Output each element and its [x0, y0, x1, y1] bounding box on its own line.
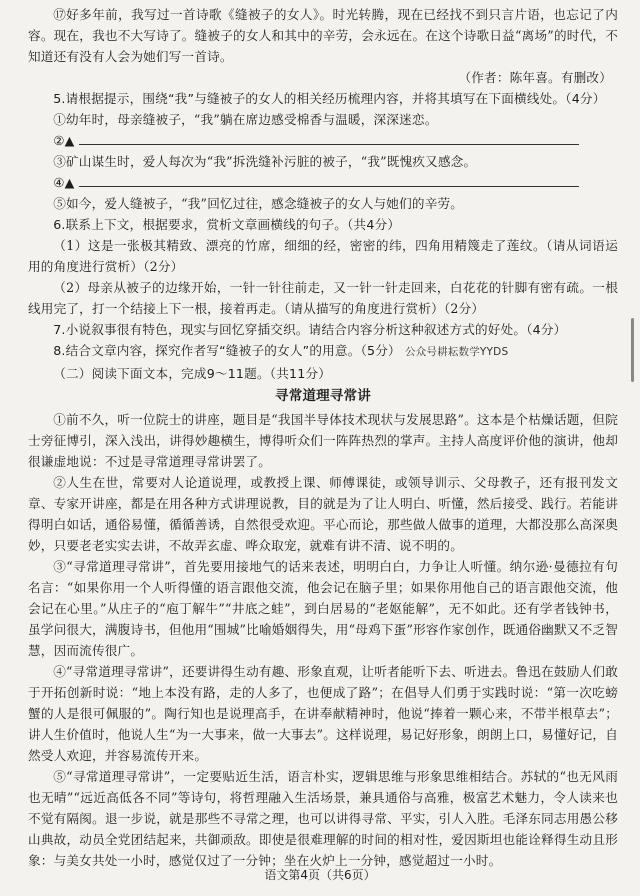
watermark: 公众号耕耘数学YYDS — [405, 346, 509, 358]
question-6-1: （1）这是一张极其精致、漂亮的竹席，细细的经，密密的纬，四角用精篾走了莲纹。（请从词语运用的角度进行赏析）（2分） — [28, 238, 618, 274]
q5-item-4-label: ④▲ — [53, 175, 75, 190]
document-page — [28, 4, 618, 871]
poem-paragraph: ⑰好多年前，我写过一首诗歌《缝被子的女人》。时光转腾，现在已经找不到只言片语，也忘记了内容。现在，我也不大写诗了。缝被子的女人和其中的辛劳，会永远在。在这个诗歌日益“离场”的时代，不知道还有没有人会为她们写一首诗。 — [28, 7, 618, 64]
q5-item-2 — [28, 130, 618, 151]
question-6-2: （2）母亲从被子的边缘开始，一针一针往前走，又一针一针走回来，白花花的针脚有密有疏。一根线用完了，打一个结接上下一根，接着再走。（请从描写的角度进行赏析）（2分） — [28, 280, 618, 316]
answer-blank-4[interactable] — [79, 174, 579, 187]
article-paragraph-3: ③“寻常道理寻常讲”，首先要用接地气的话来表述，明明白白，力争让人听懂。纳尔逊·曼德拉有句名言：“如果你用一个人听得懂的语言跟他交流，他会记在脑子里；如果你用他自己的语言跟他交流，他会记在心里。”从庄子的“庖丁解牛”“井底之蛙”，到白居易的“老妪能解”，无不如此。还有学者钱钟书，虽学问很大，满腹诗书，但他用“围城”比喻婚姻得失，用“母鸡下蛋”形容作家创作，既通俗幽默又不乏智慧，因而流传很广。 — [28, 559, 618, 658]
article-paragraph-2: ②人生在世，常要对人论道说理，或教授上课、师傅课徒，或领导训示、父母教子，还有报刊发文章、专家开讲座，都是在用各种方式讲理说教，目的就是为了让人明白、听懂，然后接受、践行。若能讲得明白如话，通俗易懂，循循善诱，自然很受欢迎。平心而论，那些做人做事的道理，大都没那么高深奥妙，只要老老实实去讲，不故弄玄虚、哗众取宠，就难有讲不清、说不明的。 — [28, 475, 618, 553]
author-credit: （作者：陈年喜。有删改） — [458, 70, 612, 85]
question-8 — [28, 340, 618, 363]
q5-item-2-label: ②▲ — [53, 133, 75, 148]
article-paragraph-4: ④“寻常道理寻常讲”，还要讲得生动有趣、形象直观，让听者能听下去、听进去。鲁迅在鼓励人们敢于开拓创新时说：“地上本没有路，走的人多了，也便成了路”；在倡导人们勇于实践时说：“第一次吃螃蟹的人是很可佩服的”。陶行知也是说理高手，在讲奉献精神时，他说“捧着一颗心来，不带半根草去”；讲人生价值时，他说人生“为一大事来，做一大事去”。这样说理，易记好形象，朗朗上口，易懂好记，自然受人欢迎，并容易流传开来。 — [28, 664, 618, 763]
article-paragraph-1: ①前不久，听一位院士的讲座，题目是“我国半导体技术现状与发展思路”。这本是个枯燥话题，但院士旁征博引，深入浅出，讲得妙趣横生，博得听众们一阵阵热烈的掌声。主持人高度评价他的演讲，他却很谦虚地说：不过是寻常道理寻常讲罢了。 — [28, 412, 618, 469]
question-7: 7.小说叙事很有特色，现实与回忆穿插交织。请结合内容分析这种叙述方式的好处。（4分） — [53, 322, 567, 337]
article-paragraph-5: ⑤“寻常道理寻常讲”，一定要贴近生活，语言朴实，逻辑思维与形象思维相结合。苏轼的“也无风雨也无晴”“远近高低各不同”等诗句，将哲理融入生活场景，兼具通俗与高雅，极富艺术魅力，令人读来也不觉有隔阂。退一步说，就是那些不寻常之理，也可以讲得寻常、平实，引人入胜。毛泽东同志用愚公移山典故，动员全党团结起来，共御顽敌。即使是很难理解的时间的相对性，爱因斯坦也能诠释得生动且形象：与美女共处一小时，感觉仅过了一分钟；坐在火炉上一分钟，感觉超过一小时。 — [28, 769, 618, 868]
scrollbar-thumb[interactable] — [631, 318, 634, 382]
q5-item-5: ⑤如今，爱人缝被子，“我”回忆过往，感念缝被子的女人与她们的辛劳。 — [53, 196, 464, 211]
section-2-heading: （二）阅读下面文本，完成9～11题。（共11分） — [53, 366, 332, 381]
question-6: 6.联系上下文，根据要求，赏析文章画横线的句子。（共4分） — [53, 217, 401, 232]
question-8-text: 8.结合文章内容，探究作者写“缝被子的女人”的用意。（5分） — [53, 343, 401, 358]
q5-item-4 — [28, 172, 618, 193]
q5-item-1: ①幼年时，母亲缝被子，“我”躺在席边感受棉香与温暖，深深迷恋。 — [53, 112, 438, 127]
q5-item-3: ③矿山谋生时，爱人每次为“我”拆洗缝补污脏的被子，“我”既愧疚又感念。 — [53, 154, 477, 169]
page-footer: 语文第4页（共6页） — [264, 868, 376, 882]
article-title: 寻常道理寻常讲 — [275, 388, 371, 404]
question-5: 5.请根据提示，围绕“我”与缝被子的女人的相关经历梳理内容，并将其填写在下面横线处。（4分） — [53, 91, 606, 106]
answer-blank-2[interactable] — [79, 132, 579, 145]
